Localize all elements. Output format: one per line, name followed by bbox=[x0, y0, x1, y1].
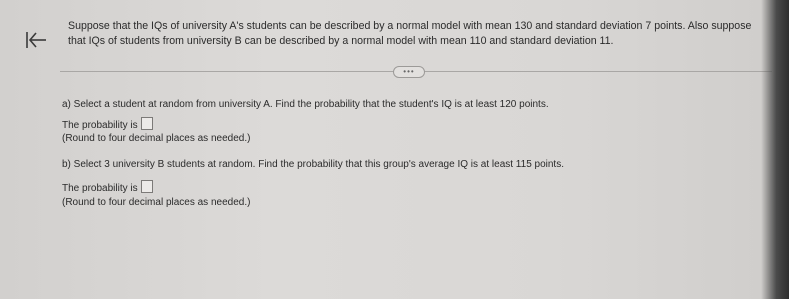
problem-intro bbox=[68, 19, 768, 49]
problem-intro-line-1: Suppose that the IQs of university A's students can be described by a normal model with mean 130 and standard deviation 7 points. Also suppose bbox=[68, 20, 752, 32]
back-arrow-icon bbox=[24, 28, 48, 52]
problem-intro-line-2: that IQs of students from university B can be described by a normal model with mean 110 and standard deviation 11. bbox=[68, 35, 614, 47]
part-b-answer-input[interactable] bbox=[141, 180, 153, 193]
part-a-hint: (Round to four decimal places as needed.) bbox=[62, 133, 251, 144]
screen-edge-shadow bbox=[761, 0, 789, 299]
part-b-hint: (Round to four decimal places as needed.) bbox=[62, 197, 251, 208]
part-a-answer-row bbox=[62, 117, 153, 132]
part-b-answer-label: The probability is bbox=[62, 183, 138, 194]
expand-handle[interactable]: ••• bbox=[393, 66, 425, 78]
part-b-question: b) Select 3 university B students at random. Find the probability that this group's average IQ is at least 115 points. bbox=[62, 159, 564, 170]
part-a-question: a) Select a student at random from university A. Find the probability that the student's IQ is at least 120 points. bbox=[62, 99, 549, 110]
back-button[interactable] bbox=[24, 28, 48, 52]
part-b-answer-row bbox=[62, 180, 153, 195]
part-a-answer-label: The probability is bbox=[62, 120, 138, 131]
part-a-answer-input[interactable] bbox=[141, 117, 153, 130]
